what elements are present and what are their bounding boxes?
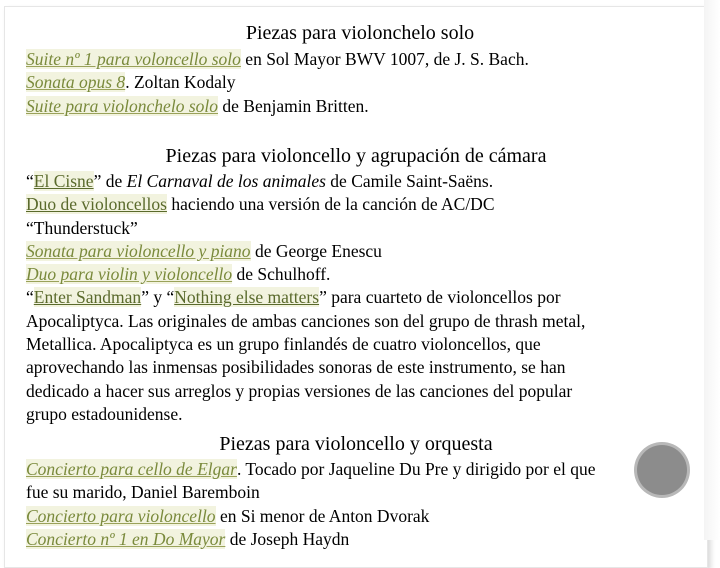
item-text: de Joseph Haydn: [225, 528, 350, 549]
link-enescu-sonata[interactable]: Sonata para violoncello y piano: [26, 240, 251, 261]
link-kodaly-sonata[interactable]: Sonata opus 8: [26, 72, 126, 93]
item-text: de Schulhoff.: [232, 264, 331, 285]
section-heading-solo: Piezas para violonchelo solo: [245, 22, 475, 44]
list-item: [26, 505, 694, 528]
list-item: [26, 458, 694, 481]
item-text: haciendo una versión de la canción de AC/DC: [166, 194, 495, 215]
item-text: ” de: [93, 171, 127, 191]
item-text: de Benjamin Britten.: [218, 95, 369, 116]
link-haydn-concierto[interactable]: Concierto nº 1 en Do Mayor: [26, 528, 226, 549]
list-item: [26, 95, 694, 118]
list-item: [26, 240, 694, 263]
item-text: . Tocado por Jaqueline Du Pre y dirigido por el que: [236, 459, 596, 479]
paragraph-line: Apocaliptyca. Las originales de ambas canciones son del grupo de thrash metal,: [26, 310, 586, 331]
paragraph-line: grupo estadounidense.: [26, 403, 183, 424]
section-heading-camara: Piezas para violoncello y agrupación de cámara: [165, 145, 547, 167]
list-item: [26, 263, 694, 286]
section-heading-orquesta: Piezas para violoncello y orquesta: [219, 433, 493, 455]
list-item: [26, 48, 694, 71]
paragraph-line: dedicado a hacer sus arreglos y propias versiones de las canciones del popular: [26, 380, 573, 401]
link-enter-sandman[interactable]: Enter Sandman: [33, 287, 142, 308]
link-elgar-concierto[interactable]: Concierto para cello de Elgar: [26, 459, 237, 479]
slide-edge-shadow: [704, 0, 720, 540]
item-text: de Camile Saint-Saëns.: [325, 171, 494, 191]
list-item: [26, 71, 694, 94]
quote-open: “: [26, 287, 34, 308]
link-el-cisne[interactable]: El Cisne: [33, 171, 94, 191]
link-duo-violoncellos[interactable]: Duo de violoncellos: [26, 194, 167, 215]
orquesta-list: [26, 458, 694, 551]
list-item: [26, 286, 694, 309]
list-item: [26, 193, 694, 216]
link-nothing-else-matters[interactable]: Nothing else matters: [174, 287, 320, 308]
paragraph-line: Metallica. Apocaliptyca es un grupo finlandés de cuatro violoncellos, que: [26, 334, 541, 355]
list-item: [26, 170, 694, 193]
paragraph-line: aprovechando las inmensas posibilidades sonoras de este instrumento, se han: [26, 357, 566, 378]
list-item-continuation: “Thunderstuck”: [26, 217, 138, 238]
link-britten-suite[interactable]: Suite para violonchelo solo: [26, 95, 218, 116]
solo-list: [26, 48, 694, 118]
item-text: de George Enescu: [250, 240, 382, 261]
item-work-title: El Carnaval de los animales: [126, 171, 326, 191]
item-text: en Sol Mayor BWV 1007, de J. S. Bach.: [240, 49, 529, 69]
list-item-continuation: fue su marido, Daniel Baremboin: [26, 482, 260, 503]
item-text: ” y “: [141, 287, 175, 308]
camara-list: [26, 170, 694, 426]
item-text: en Si menor de Anton Dvorak: [215, 505, 430, 526]
quote-open: “: [26, 171, 34, 191]
link-schulhoff-duo[interactable]: Duo para violin y violoncello: [26, 264, 233, 285]
link-bach-suite[interactable]: Suite nº 1 para voloncello solo: [26, 49, 241, 69]
item-text: ” para cuarteto de violoncellos por: [319, 287, 561, 308]
item-text: . Zoltan Kodaly: [125, 72, 236, 93]
link-dvorak-concierto[interactable]: Concierto para violoncello: [26, 505, 216, 526]
